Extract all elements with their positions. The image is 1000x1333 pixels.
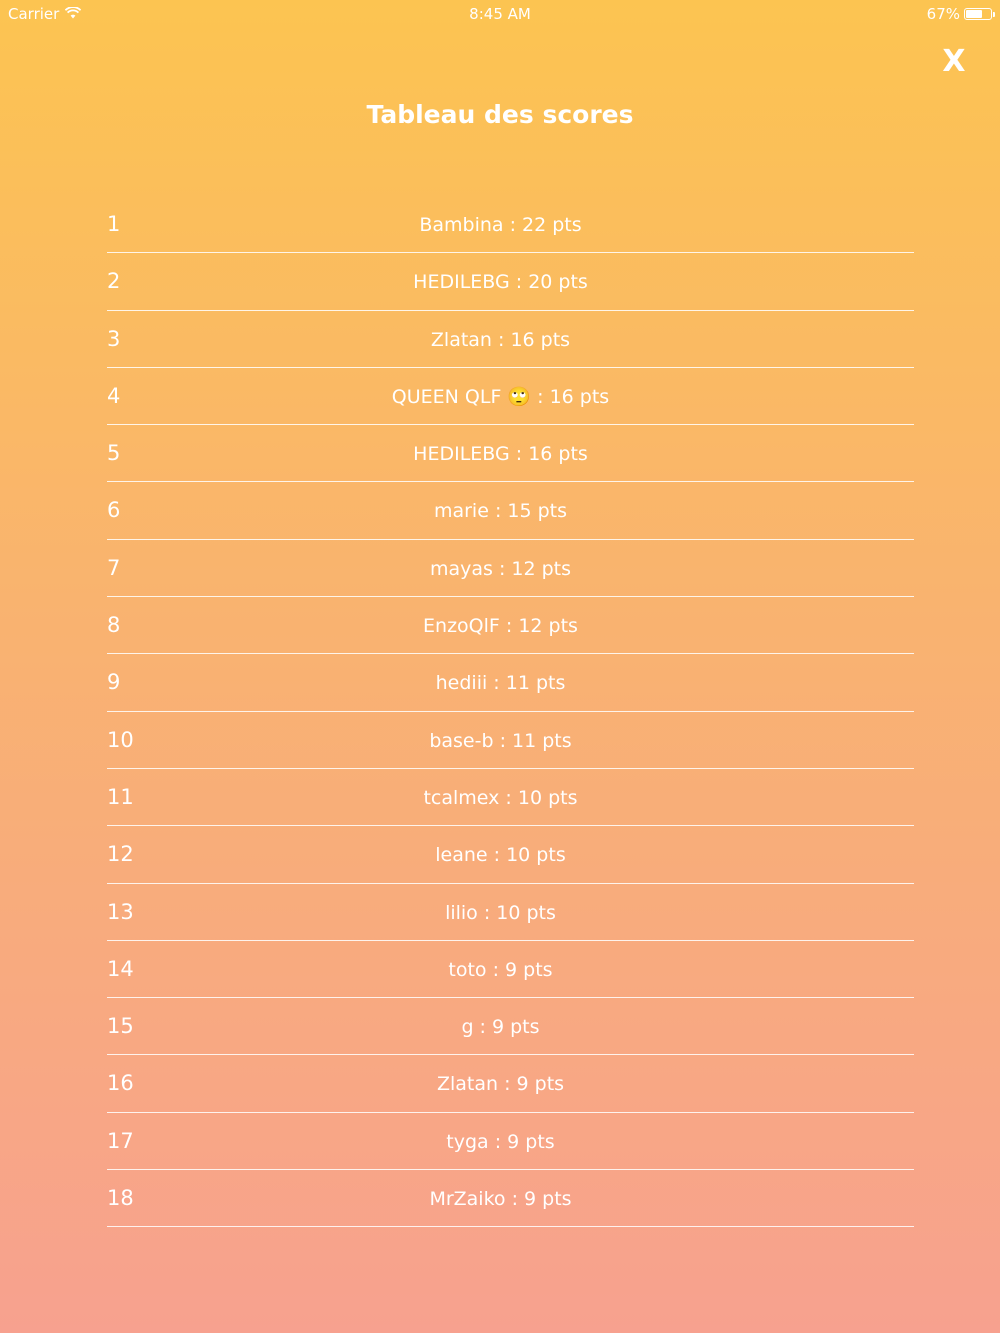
battery-icon [964, 8, 992, 20]
status-bar [0, 0, 1000, 28]
score-rank: 3 [107, 326, 121, 351]
score-row [107, 196, 914, 253]
score-rank: 14 [107, 956, 134, 981]
score-row [107, 941, 914, 998]
score-rank: 15 [107, 1014, 134, 1039]
score-entry: hediii : 11 pts [435, 672, 566, 695]
score-entry: tcalmex : 10 pts [423, 786, 578, 809]
score-entry: tyga : 9 pts [446, 1130, 555, 1153]
page-title: Tableau des scores [366, 100, 634, 129]
score-row [107, 1170, 914, 1227]
close-button[interactable]: X [942, 44, 966, 79]
score-entry: EnzoQlF : 12 pts [423, 615, 578, 638]
battery-fill [966, 10, 982, 18]
score-entry: Bambina : 22 pts [419, 214, 582, 236]
score-rank: 4 [107, 383, 121, 408]
score-rank: 12 [107, 842, 134, 867]
score-entry: QUEEN QLF 🙄 : 16 pts [391, 385, 610, 408]
score-row [107, 1055, 914, 1112]
score-entry: Zlatan : 9 pts [436, 1073, 565, 1096]
score-row [107, 311, 914, 368]
score-entry: Zlatan : 16 pts [430, 328, 571, 351]
score-rank: 11 [107, 784, 134, 809]
score-row [107, 482, 914, 539]
score-rank: 8 [107, 613, 121, 638]
score-row [107, 826, 914, 883]
score-row [107, 769, 914, 826]
score-entry: base-b : 11 pts [429, 729, 572, 752]
score-entry: MrZaiko : 9 pts [429, 1188, 572, 1211]
score-rank: 10 [107, 727, 134, 752]
score-rank: 17 [107, 1128, 134, 1153]
status-time: 8:45 AM [469, 5, 531, 23]
score-row [107, 540, 914, 597]
score-row [107, 998, 914, 1055]
battery-percent: 67% [926, 5, 960, 23]
carrier-label: Carrier [8, 5, 60, 23]
score-row [107, 425, 914, 482]
status-right [927, 5, 992, 23]
score-row [107, 1113, 914, 1170]
score-row [107, 597, 914, 654]
score-list [107, 196, 914, 1227]
score-row [107, 368, 914, 425]
score-row [107, 253, 914, 310]
score-entry: marie : 15 pts [433, 500, 568, 523]
score-entry: mayas : 12 pts [429, 557, 572, 580]
score-entry: HEDILEBG : 16 pts [413, 443, 588, 466]
score-row [107, 712, 914, 769]
score-rank: 1 [107, 212, 121, 236]
score-rank: 16 [107, 1071, 134, 1096]
score-entry: leane : 10 pts [435, 844, 566, 867]
score-rank: 7 [107, 555, 121, 580]
score-rank: 18 [107, 1186, 134, 1211]
score-entry: toto : 9 pts [448, 958, 553, 981]
score-row [107, 884, 914, 941]
score-rank: 2 [107, 269, 121, 294]
score-rank: 6 [107, 498, 121, 523]
score-rank: 13 [107, 899, 134, 924]
score-entry: lilio : 10 pts [445, 901, 556, 924]
score-row [107, 654, 914, 711]
score-entry: g : 9 pts [461, 1016, 540, 1039]
score-entry: HEDILEBG : 20 pts [413, 271, 588, 294]
score-rank: 9 [107, 670, 121, 695]
score-rank: 5 [107, 441, 121, 466]
